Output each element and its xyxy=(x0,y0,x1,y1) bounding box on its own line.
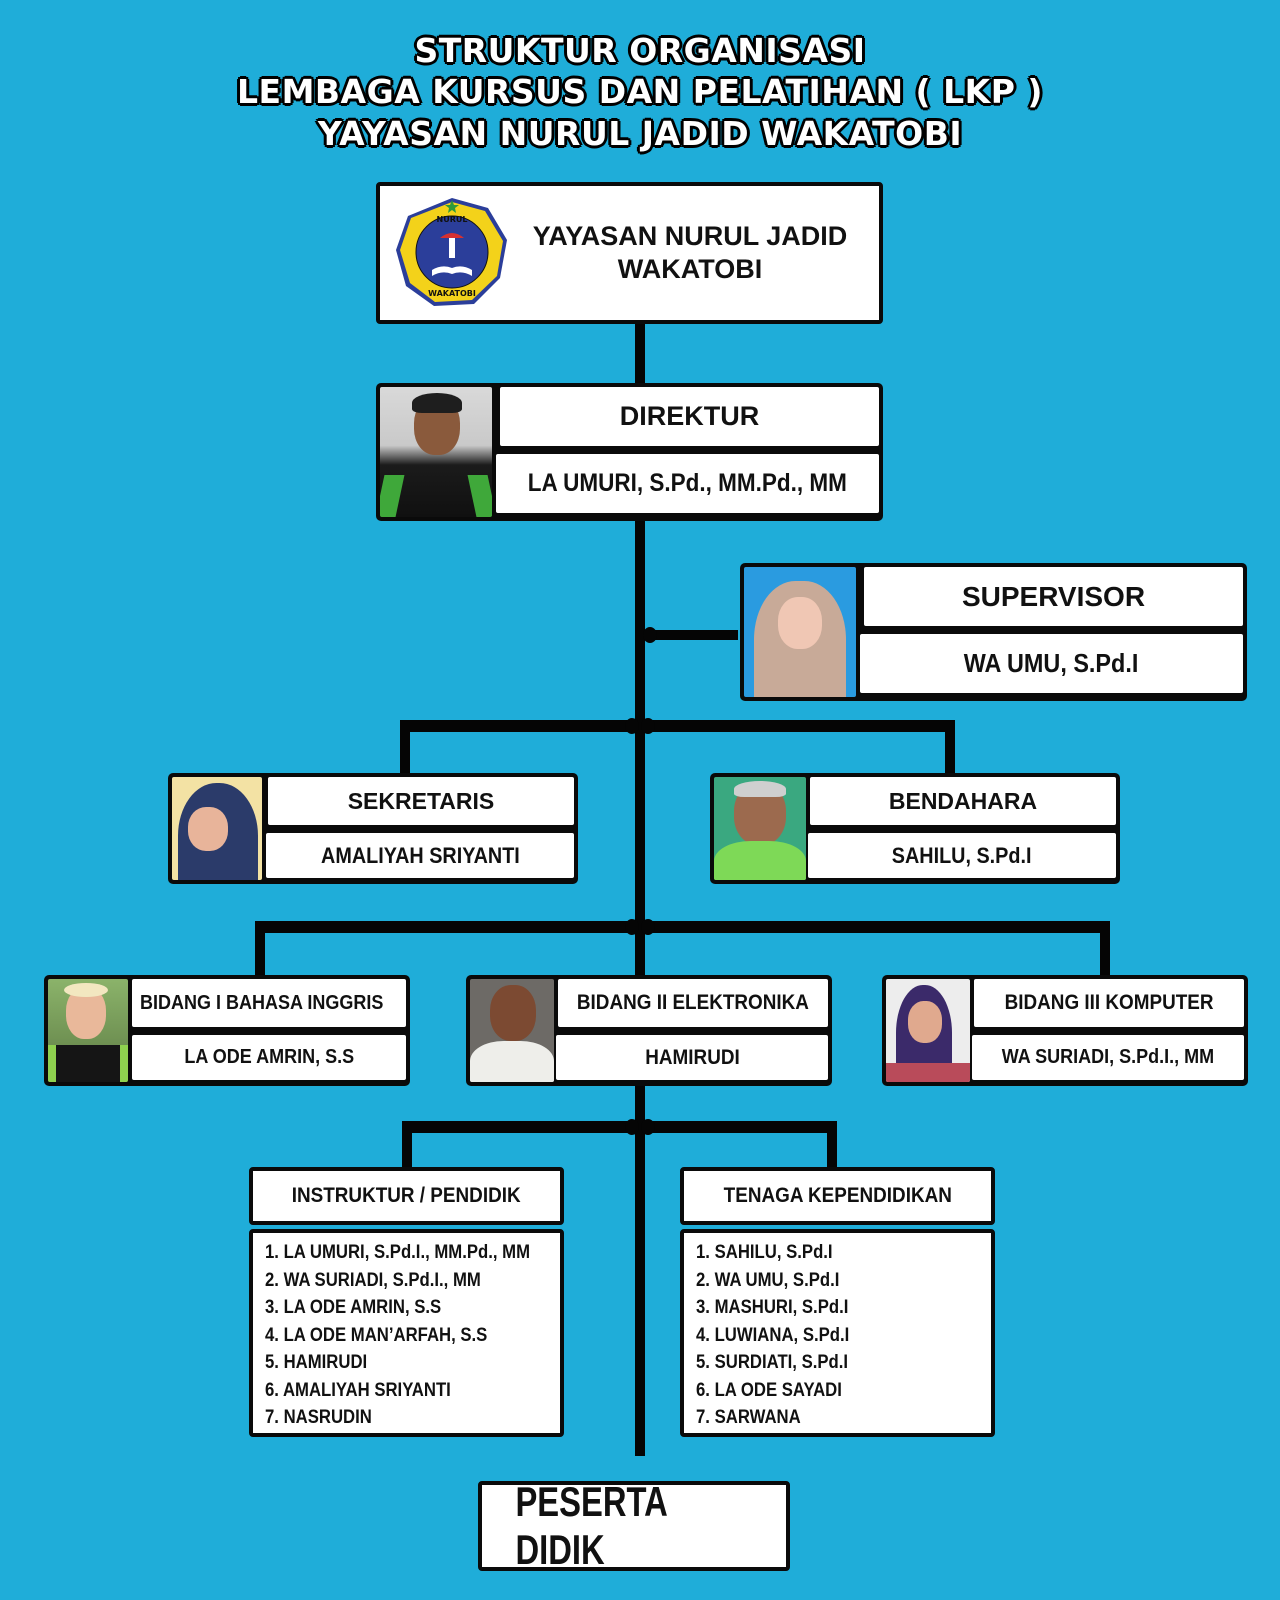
bidang-3-name-text: WA SURIADI, S.Pd.I., MM xyxy=(1001,1046,1215,1068)
instruktur-title: INSTRUKTUR / PENDIDIK xyxy=(292,1184,521,1207)
chart-title-line-1: STRUKTUR ORGANISASI xyxy=(414,31,866,70)
junction-dot xyxy=(641,919,655,935)
instruktur-title-box xyxy=(249,1167,564,1225)
list-item: 2. WA UMU, S.Pd.I xyxy=(696,1269,840,1291)
level4-horizontal-line xyxy=(402,1121,837,1133)
junction-dot xyxy=(643,627,657,643)
person-photo-icon xyxy=(48,979,128,1082)
list-item: 5. HAMIRUDI xyxy=(265,1352,368,1373)
person-photo-icon xyxy=(380,387,492,517)
person-photo-icon xyxy=(172,777,262,880)
bidang-1-card xyxy=(44,975,410,1086)
foundation-name-line-2: WAKATOBI xyxy=(617,254,763,284)
sekretaris-drop-line xyxy=(400,720,410,775)
direktur-card xyxy=(376,383,883,521)
bendahara-name-text: SAHILU, S.Pd.I xyxy=(892,842,1032,868)
bidang-2-role-text: BIDANG II ELEKTRONIKA xyxy=(576,991,810,1014)
junction-dot xyxy=(641,718,655,734)
sekretaris-role-label: SEKRETARIS xyxy=(268,777,574,825)
person-photo-icon xyxy=(714,777,806,880)
tenaga-drop-line xyxy=(827,1121,837,1171)
bendahara-name-label xyxy=(808,833,1116,878)
supervisor-name-label xyxy=(860,634,1243,693)
bidang-2-role-label xyxy=(558,979,828,1027)
list-item: 5. SURDIATI, S.Pd.I xyxy=(696,1352,849,1373)
level3-horizontal-line xyxy=(255,921,1110,933)
list-item: 4. LUWIANA, S.Pd.I xyxy=(696,1324,850,1346)
bidang-3-role-text: BIDANG III KOMPUTER xyxy=(1004,991,1214,1014)
person-photo-icon xyxy=(744,567,856,697)
chart-title-line-2: LEMBAGA KURSUS DAN PELATIHAN ( LKP ) xyxy=(237,72,1043,111)
list-item: 4. LA ODE MAN’ARFAH, S.S xyxy=(265,1324,488,1346)
peserta-didik-box xyxy=(478,1478,790,1573)
list-item: 7. NASRUDIN xyxy=(265,1407,372,1428)
instruktur-drop-line xyxy=(402,1121,412,1171)
bidang3-drop-line xyxy=(1100,921,1110,976)
direktur-name-label xyxy=(496,454,879,513)
bidang-3-role-label xyxy=(974,979,1244,1027)
bidang-3-card xyxy=(882,975,1248,1086)
tenaga-title-box xyxy=(680,1167,995,1225)
bidang-1-role-label xyxy=(132,979,406,1027)
list-item: 3. LA ODE AMRIN, S.S xyxy=(265,1297,442,1318)
sekretaris-name-label xyxy=(266,833,574,878)
foundation-emblem-icon xyxy=(392,194,512,314)
bidang1-drop-line xyxy=(255,921,265,976)
sekretaris-card xyxy=(168,773,578,884)
junction-dot xyxy=(641,1119,655,1135)
list-item: 7. SARWANA xyxy=(696,1407,801,1428)
sekretaris-name-text: AMALIYAH SRIYANTI xyxy=(320,842,520,868)
foundation-box xyxy=(376,182,883,324)
list-item: 3. MASHURI, S.Pd.I xyxy=(696,1297,849,1318)
bidang-2-card xyxy=(466,975,832,1086)
bidang-1-role-text: BIDANG I BAHASA INGGRIS xyxy=(140,991,384,1014)
direktur-role-label: DIREKTUR xyxy=(500,387,879,446)
svg-text:WAKATOBI: WAKATOBI xyxy=(428,289,476,298)
bidang-1-name-label xyxy=(132,1035,406,1080)
list-item: 6. AMALIYAH SRIYANTI xyxy=(265,1379,451,1401)
tenaga-title: TENAGA KEPENDIDIKAN xyxy=(723,1184,952,1207)
bidang-2-name-text: HAMIRUDI xyxy=(644,1045,740,1069)
instruktur-list xyxy=(249,1229,564,1437)
bidang-1-name-text: LA ODE AMRIN, S.S xyxy=(184,1046,354,1068)
supervisor-role-label: SUPERVISOR xyxy=(864,567,1243,626)
person-photo-icon xyxy=(886,979,970,1082)
list-item: 2. WA SURIADI, S.Pd.I., MM xyxy=(265,1269,481,1291)
chart-title-line-3: YAYASAN NURUL JADID WAKATOBI xyxy=(317,114,963,153)
direktur-name-text: LA UMURI, S.Pd., MM.Pd., MM xyxy=(527,469,848,497)
list-item: 6. LA ODE SAYADI xyxy=(696,1379,842,1401)
level2-horizontal-line xyxy=(400,720,955,732)
junction-dot xyxy=(625,1119,639,1135)
person-photo-icon xyxy=(470,979,554,1082)
bidang-2-name-label xyxy=(556,1035,828,1080)
bendahara-drop-line xyxy=(945,720,955,775)
bendahara-role-label: BENDAHARA xyxy=(810,777,1116,825)
list-item: 1. LA UMURI, S.Pd.I., MM.Pd., MM xyxy=(265,1242,531,1263)
peserta-didik-label: PESERTA DIDIK xyxy=(515,1478,667,1573)
foundation-name-line-1: YAYASAN NURUL JADID xyxy=(532,221,848,251)
supervisor-card xyxy=(740,563,1247,701)
junction-dot xyxy=(625,919,639,935)
supervisor-name-text: WA UMU, S.Pd.I xyxy=(964,648,1139,678)
junction-dot xyxy=(625,718,639,734)
bidang-3-name-label xyxy=(972,1035,1244,1080)
list-item: 1. SAHILU, S.Pd.I xyxy=(696,1242,833,1263)
bendahara-card xyxy=(710,773,1120,884)
svg-text:NURUL: NURUL xyxy=(436,215,468,224)
tenaga-list xyxy=(680,1229,995,1437)
foundation-name xyxy=(515,220,865,286)
